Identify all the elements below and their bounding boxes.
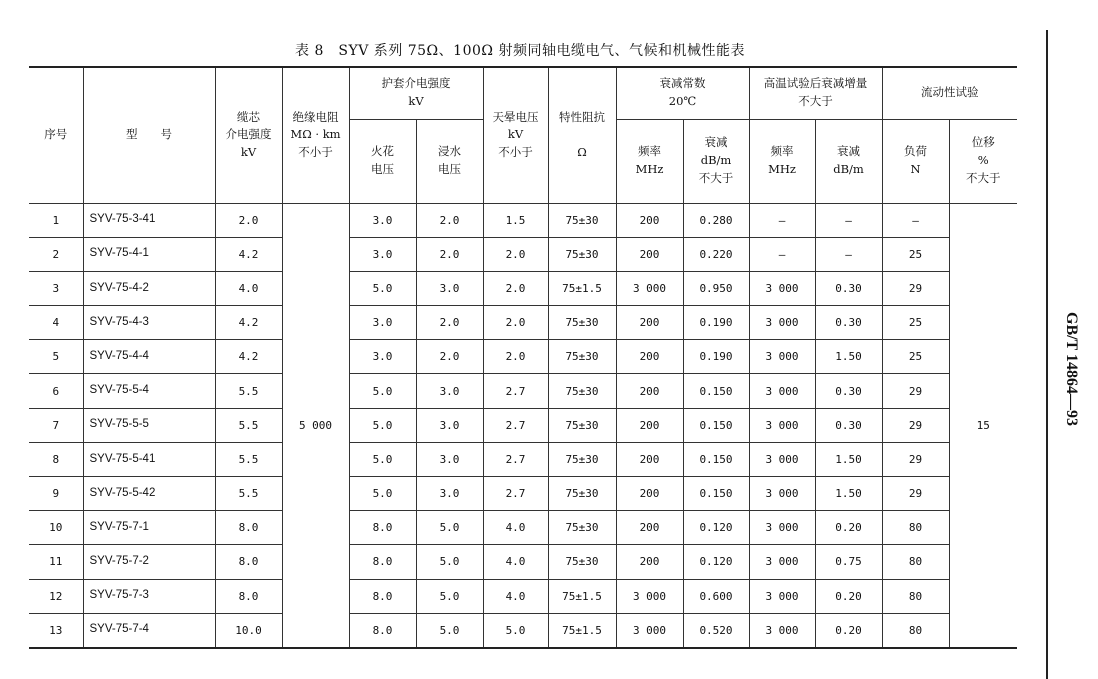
- cell-seq: 5: [29, 340, 83, 374]
- cell-load: 29: [882, 442, 949, 476]
- cell-load: 29: [882, 408, 949, 442]
- cell-atten: 0.190: [683, 306, 749, 340]
- header-load: 负荷 N: [882, 119, 949, 203]
- cell-seq: 7: [29, 408, 83, 442]
- header-model: 型 号: [83, 67, 215, 203]
- cell-immersion: 5.0: [416, 545, 483, 579]
- header-freq: 频率 MHz: [616, 119, 683, 203]
- cell-model: SYV-75-3-41: [83, 203, 215, 237]
- cell-spark: 8.0: [349, 613, 416, 648]
- cell-displacement: 15: [949, 203, 1017, 648]
- cell-impedance: 75±30: [548, 237, 616, 271]
- cell-spark: 8.0: [349, 511, 416, 545]
- cell-aging-freq: 3 000: [749, 477, 815, 511]
- cell-aging-freq: —: [749, 237, 815, 271]
- cell-spark: 3.0: [349, 237, 416, 271]
- cell-impedance: 75±30: [548, 340, 616, 374]
- cell-seq: 11: [29, 545, 83, 579]
- cell-aging-atten: 0.30: [815, 306, 882, 340]
- cell-core: 8.0: [215, 579, 282, 613]
- cell-model: SYV-75-5-5: [83, 408, 215, 442]
- standard-number-text: GB/T 14864—93: [1063, 312, 1080, 426]
- cell-aging-freq: 3 000: [749, 374, 815, 408]
- cell-aging-atten: —: [815, 237, 882, 271]
- cell-atten: 0.950: [683, 271, 749, 305]
- cell-load: 25: [882, 340, 949, 374]
- cell-aging-atten: 0.75: [815, 545, 882, 579]
- table-row: [29, 271, 1017, 305]
- cell-seq: 8: [29, 442, 83, 476]
- cell-model: SYV-75-4-3: [83, 306, 215, 340]
- cell-impedance: 75±1.5: [548, 613, 616, 648]
- cell-load: 80: [882, 545, 949, 579]
- header-seq: 序号: [29, 67, 83, 203]
- cell-aging-atten: 0.30: [815, 271, 882, 305]
- cell-aging-freq: 3 000: [749, 511, 815, 545]
- cell-core: 2.0: [215, 203, 282, 237]
- cell-spark: 5.0: [349, 442, 416, 476]
- cell-load: 29: [882, 477, 949, 511]
- cell-spark: 3.0: [349, 306, 416, 340]
- table-row: [29, 477, 1017, 511]
- cell-core: 10.0: [215, 613, 282, 648]
- cell-atten: 0.120: [683, 545, 749, 579]
- cell-spark: 5.0: [349, 374, 416, 408]
- cell-immersion: 2.0: [416, 237, 483, 271]
- cell-corona: 4.0: [483, 511, 548, 545]
- cell-freq: 200: [616, 477, 683, 511]
- cell-core: 4.2: [215, 306, 282, 340]
- cell-immersion: 3.0: [416, 477, 483, 511]
- cell-model: SYV-75-4-1: [83, 237, 215, 271]
- cell-atten: 0.150: [683, 442, 749, 476]
- cell-insulation: 5 000: [282, 203, 349, 648]
- cell-atten: 0.520: [683, 613, 749, 648]
- cell-spark: 8.0: [349, 545, 416, 579]
- cell-freq: 3 000: [616, 271, 683, 305]
- cell-corona: 2.7: [483, 477, 548, 511]
- cell-immersion: 5.0: [416, 613, 483, 648]
- header-impedance: 特性阻抗 Ω: [548, 67, 616, 203]
- cell-freq: 200: [616, 340, 683, 374]
- cell-load: 29: [882, 271, 949, 305]
- table-row: [29, 306, 1017, 340]
- header-insulation: 绝缘电阻 MΩ · km 不小于: [282, 67, 349, 203]
- table-row: [29, 408, 1017, 442]
- cell-core: 5.5: [215, 374, 282, 408]
- cell-freq: 3 000: [616, 579, 683, 613]
- cell-aging-freq: 3 000: [749, 579, 815, 613]
- cell-corona: 2.0: [483, 271, 548, 305]
- cell-load: 29: [882, 374, 949, 408]
- cell-impedance: 75±30: [548, 374, 616, 408]
- cell-seq: 13: [29, 613, 83, 648]
- cell-aging-freq: 3 000: [749, 613, 815, 648]
- header-atten-val: 衰减 dB/m 不大于: [683, 119, 749, 203]
- cell-freq: 3 000: [616, 613, 683, 648]
- cell-spark: 5.0: [349, 271, 416, 305]
- cell-atten: 0.120: [683, 511, 749, 545]
- cell-aging-freq: 3 000: [749, 340, 815, 374]
- cell-aging-atten: 0.20: [815, 511, 882, 545]
- table-row: [29, 545, 1017, 579]
- cell-core: 5.5: [215, 442, 282, 476]
- header-core-strength: 缆芯 介电强度 kV: [215, 67, 282, 203]
- header-aging: 高温试验后衰减增量 不大于: [749, 67, 882, 119]
- cell-spark: 5.0: [349, 477, 416, 511]
- cell-corona: 4.0: [483, 545, 548, 579]
- cell-corona: 5.0: [483, 613, 548, 648]
- cell-impedance: 75±30: [548, 477, 616, 511]
- cell-model: SYV-75-4-4: [83, 340, 215, 374]
- cell-freq: 200: [616, 203, 683, 237]
- cell-spark: 3.0: [349, 340, 416, 374]
- cell-impedance: 75±30: [548, 306, 616, 340]
- cell-core: 4.2: [215, 237, 282, 271]
- cell-aging-atten: 0.30: [815, 408, 882, 442]
- cell-aging-atten: 0.20: [815, 613, 882, 648]
- header-flow: 流动性试验: [882, 67, 1017, 119]
- cell-immersion: 5.0: [416, 511, 483, 545]
- cell-seq: 10: [29, 511, 83, 545]
- cell-load: —: [882, 203, 949, 237]
- cell-freq: 200: [616, 545, 683, 579]
- cell-corona: 2.0: [483, 237, 548, 271]
- cell-seq: 1: [29, 203, 83, 237]
- cell-core: 5.5: [215, 408, 282, 442]
- cell-freq: 200: [616, 306, 683, 340]
- cell-freq: 200: [616, 408, 683, 442]
- cell-corona: 4.0: [483, 579, 548, 613]
- cell-seq: 12: [29, 579, 83, 613]
- cell-seq: 6: [29, 374, 83, 408]
- cell-core: 4.0: [215, 271, 282, 305]
- cell-immersion: 3.0: [416, 271, 483, 305]
- cell-load: 25: [882, 306, 949, 340]
- header-aging-freq: 频率 MHz: [749, 119, 815, 203]
- cell-aging-atten: —: [815, 203, 882, 237]
- cell-model: SYV-75-7-4: [83, 613, 215, 648]
- table-row: [29, 203, 1017, 237]
- cell-atten: 0.150: [683, 477, 749, 511]
- header-sheath: 护套介电强度 kV: [349, 67, 483, 119]
- table-row: [29, 511, 1017, 545]
- header-displacement: 位移 % 不大于: [949, 119, 1017, 203]
- cell-aging-freq: 3 000: [749, 545, 815, 579]
- cell-atten: 0.600: [683, 579, 749, 613]
- cell-aging-atten: 0.30: [815, 374, 882, 408]
- cell-impedance: 75±30: [548, 408, 616, 442]
- table-row: [29, 442, 1017, 476]
- cell-load: 25: [882, 237, 949, 271]
- cell-impedance: 75±30: [548, 511, 616, 545]
- cell-immersion: 5.0: [416, 579, 483, 613]
- cell-load: 80: [882, 579, 949, 613]
- cell-aging-freq: 3 000: [749, 408, 815, 442]
- cell-immersion: 2.0: [416, 203, 483, 237]
- cell-seq: 4: [29, 306, 83, 340]
- cell-corona: 2.7: [483, 374, 548, 408]
- table-title: 表 8 SYV 系列 75Ω、100Ω 射频同轴电缆电气、气候和机械性能表: [295, 43, 745, 59]
- performance-table: [29, 66, 1017, 649]
- cell-impedance: 75±30: [548, 442, 616, 476]
- cell-model: SYV-75-7-1: [83, 511, 215, 545]
- cell-impedance: 75±1.5: [548, 579, 616, 613]
- cell-immersion: 2.0: [416, 306, 483, 340]
- cell-model: SYV-75-5-42: [83, 477, 215, 511]
- table-row: [29, 374, 1017, 408]
- cell-spark: 5.0: [349, 408, 416, 442]
- cell-atten: 0.190: [683, 340, 749, 374]
- cell-freq: 200: [616, 374, 683, 408]
- cell-corona: 2.7: [483, 408, 548, 442]
- header-aging-atten: 衰减 dB/m: [815, 119, 882, 203]
- header-immersion: 浸水 电压: [416, 119, 483, 203]
- cell-atten: 0.150: [683, 408, 749, 442]
- cell-model: SYV-75-5-4: [83, 374, 215, 408]
- page-margin-rule: [1046, 30, 1048, 679]
- cell-core: 5.5: [215, 477, 282, 511]
- cell-core: 8.0: [215, 511, 282, 545]
- cell-seq: 9: [29, 477, 83, 511]
- cell-spark: 3.0: [349, 203, 416, 237]
- cell-atten: 0.280: [683, 203, 749, 237]
- cell-seq: 3: [29, 271, 83, 305]
- cell-aging-atten: 0.20: [815, 579, 882, 613]
- cell-seq: 2: [29, 237, 83, 271]
- cell-corona: 2.7: [483, 442, 548, 476]
- cell-freq: 200: [616, 237, 683, 271]
- cell-aging-atten: 1.50: [815, 442, 882, 476]
- cell-immersion: 2.0: [416, 340, 483, 374]
- cell-aging-freq: 3 000: [749, 306, 815, 340]
- cell-model: SYV-75-5-41: [83, 442, 215, 476]
- header-spark: 火花 电压: [349, 119, 416, 203]
- table-row: [29, 579, 1017, 613]
- cell-model: SYV-75-7-3: [83, 579, 215, 613]
- cell-freq: 200: [616, 442, 683, 476]
- cell-load: 80: [882, 511, 949, 545]
- cell-model: SYV-75-4-2: [83, 271, 215, 305]
- table-row: [29, 340, 1017, 374]
- cell-immersion: 3.0: [416, 374, 483, 408]
- table-row: [29, 613, 1017, 648]
- cell-corona: 2.0: [483, 306, 548, 340]
- cell-immersion: 3.0: [416, 408, 483, 442]
- cell-load: 80: [882, 613, 949, 648]
- cell-impedance: 75±30: [548, 545, 616, 579]
- cell-aging-freq: —: [749, 203, 815, 237]
- cell-impedance: 75±1.5: [548, 271, 616, 305]
- header-corona: 天晕电压 kV 不小于: [483, 67, 548, 203]
- header-attenuation: 衰减常数 20℃: [616, 67, 749, 119]
- cell-core: 8.0: [215, 545, 282, 579]
- cell-aging-freq: 3 000: [749, 442, 815, 476]
- cell-aging-freq: 3 000: [749, 271, 815, 305]
- cell-atten: 0.220: [683, 237, 749, 271]
- cell-model: SYV-75-7-2: [83, 545, 215, 579]
- cell-immersion: 3.0: [416, 442, 483, 476]
- cell-atten: 0.150: [683, 374, 749, 408]
- cell-spark: 8.0: [349, 579, 416, 613]
- cell-core: 4.2: [215, 340, 282, 374]
- cell-aging-atten: 1.50: [815, 340, 882, 374]
- cell-aging-atten: 1.50: [815, 477, 882, 511]
- cell-impedance: 75±30: [548, 203, 616, 237]
- cell-corona: 1.5: [483, 203, 548, 237]
- cell-corona: 2.0: [483, 340, 548, 374]
- cell-freq: 200: [616, 511, 683, 545]
- table-row: [29, 237, 1017, 271]
